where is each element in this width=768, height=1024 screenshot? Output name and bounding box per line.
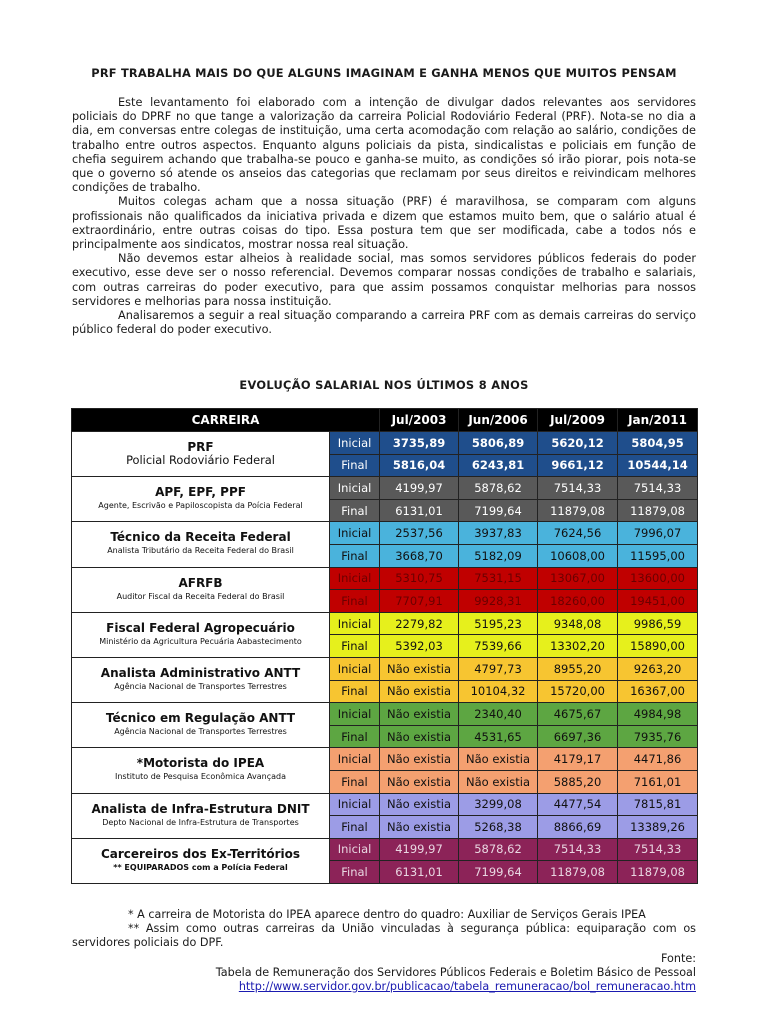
salary-cell: 19451,00 [618,590,698,613]
table-row [72,432,698,455]
level-label: Inicial [330,838,380,861]
salary-cell: 7996,07 [618,522,698,545]
salary-cell: 4477,54 [538,793,618,816]
career-cell [72,657,330,702]
salary-cell: 11879,08 [538,861,618,884]
salary-cell: 5885,20 [538,770,618,793]
level-label: Inicial [330,522,380,545]
career-name: Fiscal Federal Agropecuário [106,620,295,635]
header-jul-2003: Jul/2003 [380,409,459,432]
salary-cell: 5620,12 [538,432,618,455]
level-label: Inicial [330,657,380,680]
table-row [72,477,698,500]
salary-cell: 9661,12 [538,454,618,477]
career-name: PRF [187,440,214,455]
salary-cell: 5816,04 [380,454,459,477]
source-label: Fonte: [660,952,696,965]
salary-cell: 7514,33 [538,477,618,500]
salary-cell: 7514,33 [538,838,618,861]
salary-cell: 13302,20 [538,635,618,658]
source-link[interactable]: http://www.servidor.gov.br/publicacao/tabela_remuneracao/bol_remuneracao.htm [238,980,696,993]
career-name: Analista Administrativo ANTT [100,666,301,681]
salary-cell: 5268,38 [459,816,538,839]
salary-cell: 6131,01 [380,499,459,522]
salary-cell: 6697,36 [538,725,618,748]
salary-cell: 6243,81 [459,454,538,477]
career-subtitle: Agência Nacional de Transportes Terrestres [114,727,287,737]
salary-cell: 10544,14 [618,454,698,477]
salary-cell: 4675,67 [538,703,618,726]
salary-cell: 15890,00 [618,635,698,658]
salary-cell: Não existia [380,770,459,793]
career-cell [72,748,330,793]
salary-cell: 4797,73 [459,657,538,680]
level-label: Final [330,770,380,793]
salary-cell: 3937,83 [459,522,538,545]
salary-cell: 11879,08 [618,861,698,884]
salary-cell: 5310,75 [380,567,459,590]
paragraph: Analisaremos a seguir a real situação comparando a carreira PRF com as demais carreiras do serviço público federal do poder executivo. [72,309,696,337]
salary-cell: 3735,89 [380,432,459,455]
salary-cell: 9986,59 [618,612,698,635]
table-row [72,838,698,861]
career-subtitle: Analista Tributário da Receita Federal do Brasil [107,546,294,556]
career-subtitle: Policial Rodoviário Federal [126,453,275,468]
level-label: Inicial [330,567,380,590]
salary-cell: Não existia [459,770,538,793]
level-label: Inicial [330,793,380,816]
salary-cell: 4984,98 [618,703,698,726]
salary-cell: 5195,23 [459,612,538,635]
table-row [72,793,698,816]
header-carreira: CARREIRA [72,409,380,432]
salary-cell: 16367,00 [618,680,698,703]
career-subtitle: Instituto de Pesquisa Econômica Avançada [114,772,287,782]
career-subtitle: ** EQUIPARADOS com a Polícia Federal [113,862,288,872]
salary-cell: 7707,91 [380,590,459,613]
salary-cell: 3668,70 [380,544,459,567]
table-row [72,522,698,545]
career-name: Analista de Infra-Estrutura DNIT [91,801,310,816]
career-name: APF, EPF, PPF [155,485,246,500]
intro-text [72,96,696,337]
salary-cell: 2537,56 [380,522,459,545]
salary-cell: 13067,00 [538,567,618,590]
level-label: Inicial [330,432,380,455]
note-ipea: * A carreira de Motorista do IPEA aparece dentro do quadro: Auxiliar de Serviços Gerais IPEA [128,908,646,921]
salary-cell: 5878,62 [459,477,538,500]
career-cell [72,838,330,883]
level-label: Inicial [330,703,380,726]
salary-cell: 9928,31 [459,590,538,613]
salary-cell: 2340,40 [459,703,538,726]
level-label: Final [330,544,380,567]
career-subtitle: Agente, Escrivão e Papiloscopista da Poícia Federal [98,501,303,511]
table-row [72,748,698,771]
salary-cell: 5392,03 [380,635,459,658]
salary-cell: 4471,86 [618,748,698,771]
salary-cell: 7199,64 [459,499,538,522]
salary-cell: Não existia [380,657,459,680]
salary-cell: 5182,09 [459,544,538,567]
salary-cell: 4531,65 [459,725,538,748]
career-name: *Motorista do IPEA [136,756,265,771]
table-header-row [72,409,698,432]
table-row [72,612,698,635]
salary-cell: 13389,26 [618,816,698,839]
salary-cell: Não existia [380,703,459,726]
career-subtitle: Agência Nacional de Transportes Terrestres [114,682,287,692]
salary-cell: 11879,08 [618,499,698,522]
salary-cell: 5806,89 [459,432,538,455]
salary-cell: 7539,66 [459,635,538,658]
salary-cell: 5878,62 [459,838,538,861]
career-subtitle: Auditor Fiscal da Receita Federal do Brasil [116,591,285,601]
career-cell [72,793,330,838]
salary-cell: 5804,95 [618,432,698,455]
header-jan-2011: Jan/2011 [618,409,698,432]
level-label: Final [330,861,380,884]
header-jul-2009: Jul/2009 [538,409,618,432]
salary-cell: 4179,17 [538,748,618,771]
career-subtitle: Depto Nacional de Infra-Estrutura de Transportes [102,817,299,827]
salary-cell: 15720,00 [538,680,618,703]
salary-cell: 2279,82 [380,612,459,635]
source-text: Tabela de Remuneração dos Servidores Públicos Federais e Boletim Básico de Pessoal [215,966,696,979]
salary-cell: 7514,33 [618,838,698,861]
career-name: Carcereiros dos Ex-Territórios [100,846,301,861]
level-label: Final [330,590,380,613]
salary-cell: 7935,76 [618,725,698,748]
level-label: Final [330,454,380,477]
salary-cell: 18260,00 [538,590,618,613]
salary-cell: 8866,69 [538,816,618,839]
salary-cell: 3299,08 [459,793,538,816]
note-equiparacao: ** Assim como outras carreiras da União vinculadas à segurança pública: equiparação com os servidores policiais do DPF. [72,922,696,949]
salary-cell: 9348,08 [538,612,618,635]
salary-cell: Não existia [380,748,459,771]
salary-cell: 10608,00 [538,544,618,567]
salary-cell: 7514,33 [618,477,698,500]
salary-cell: 7815,81 [618,793,698,816]
career-cell [72,703,330,748]
salary-cell: Não existia [380,680,459,703]
footnotes [72,908,696,994]
table-row [72,703,698,726]
table-body [72,432,698,884]
career-name: Técnico da Receita Federal [110,530,291,545]
header-jun-2006: Jun/2006 [459,409,538,432]
salary-table [71,408,698,884]
career-cell [72,477,330,522]
career-subtitle: Ministério da Agricultura Pecuária Aabastecimento [99,636,302,646]
salary-cell: 11879,08 [538,499,618,522]
career-cell [72,567,330,612]
salary-cell: 13600,00 [618,567,698,590]
salary-cell: 7199,64 [459,861,538,884]
document-title: PRF TRABALHA MAIS DO QUE ALGUNS IMAGINAM E GANHA MENOS QUE MUITOS PENSAM [91,66,677,80]
salary-cell: 11595,00 [618,544,698,567]
table-row [72,567,698,590]
salary-cell: 10104,32 [459,680,538,703]
career-name: Técnico em Regulação ANTT [105,711,296,726]
paragraph: Muitos colegas acham que a nossa situação (PRF) é maravilhosa, se comparam com alguns profissionais não qualificados da iniciativa privada e dizem que estamos muito bem, que o salário atual é extraordinário, entre outras coisas do tipo. Essa postura tem que ser modificada, cabe a todos nós e principalmente aos sindicatos, mostrar nossa real situação. [72,195,696,252]
level-label: Inicial [330,748,380,771]
level-label: Inicial [330,477,380,500]
level-label: Final [330,680,380,703]
career-cell [72,522,330,567]
salary-cell: Não existia [380,793,459,816]
level-label: Final [330,635,380,658]
career-cell [72,612,330,657]
salary-cell: Não existia [459,748,538,771]
table-title: EVOLUÇÃO SALARIAL NOS ÚLTIMOS 8 ANOS [239,378,529,392]
level-label: Final [330,816,380,839]
salary-cell: 7161,01 [618,770,698,793]
salary-cell: 7624,56 [538,522,618,545]
salary-cell: 8955,20 [538,657,618,680]
salary-cell: 4199,97 [380,838,459,861]
career-name: AFRFB [178,575,223,590]
level-label: Final [330,499,380,522]
salary-cell: 7531,15 [459,567,538,590]
table-row [72,657,698,680]
paragraph: Este levantamento foi elaborado com a intenção de divulgar dados relevantes aos servidores policiais do DPRF no que tange a valorização da carreira Policial Rodoviário Federal (PRF). Nota-se no dia a dia, em conversas entre colegas de instituição, uma certa acomodação com relação ao salário, condições de trabalho entre outros aspectos. Enquanto alguns policiais da pista, sindicalistas e policiais em função de chefia seguirem achando que trabalha-se pouco e ganha-se muito, as condições só irão piorar, pois nota-se que o governo só atende os anseios das categorias que reclamam por seus direitos e reivindicam melhores condições de trabalho. [72,96,696,195]
salary-cell: Não existia [380,816,459,839]
salary-cell: 6131,01 [380,861,459,884]
level-label: Inicial [330,612,380,635]
paragraph: Não devemos estar alheios à realidade social, mas somos servidores públicos federais do poder executivo, esse deve ser o nosso referencial. Devemos comparar nossas condições de trabalho e salariais, com outras carreiras do poder executivo, para que assim possamos conquistar melhorias para nossos servidores e melhorias para nossa instituição. [72,252,696,308]
career-cell [72,432,330,477]
salary-cell: Não existia [380,725,459,748]
salary-cell: 4199,97 [380,477,459,500]
salary-cell: 9263,20 [618,657,698,680]
level-label: Final [330,725,380,748]
